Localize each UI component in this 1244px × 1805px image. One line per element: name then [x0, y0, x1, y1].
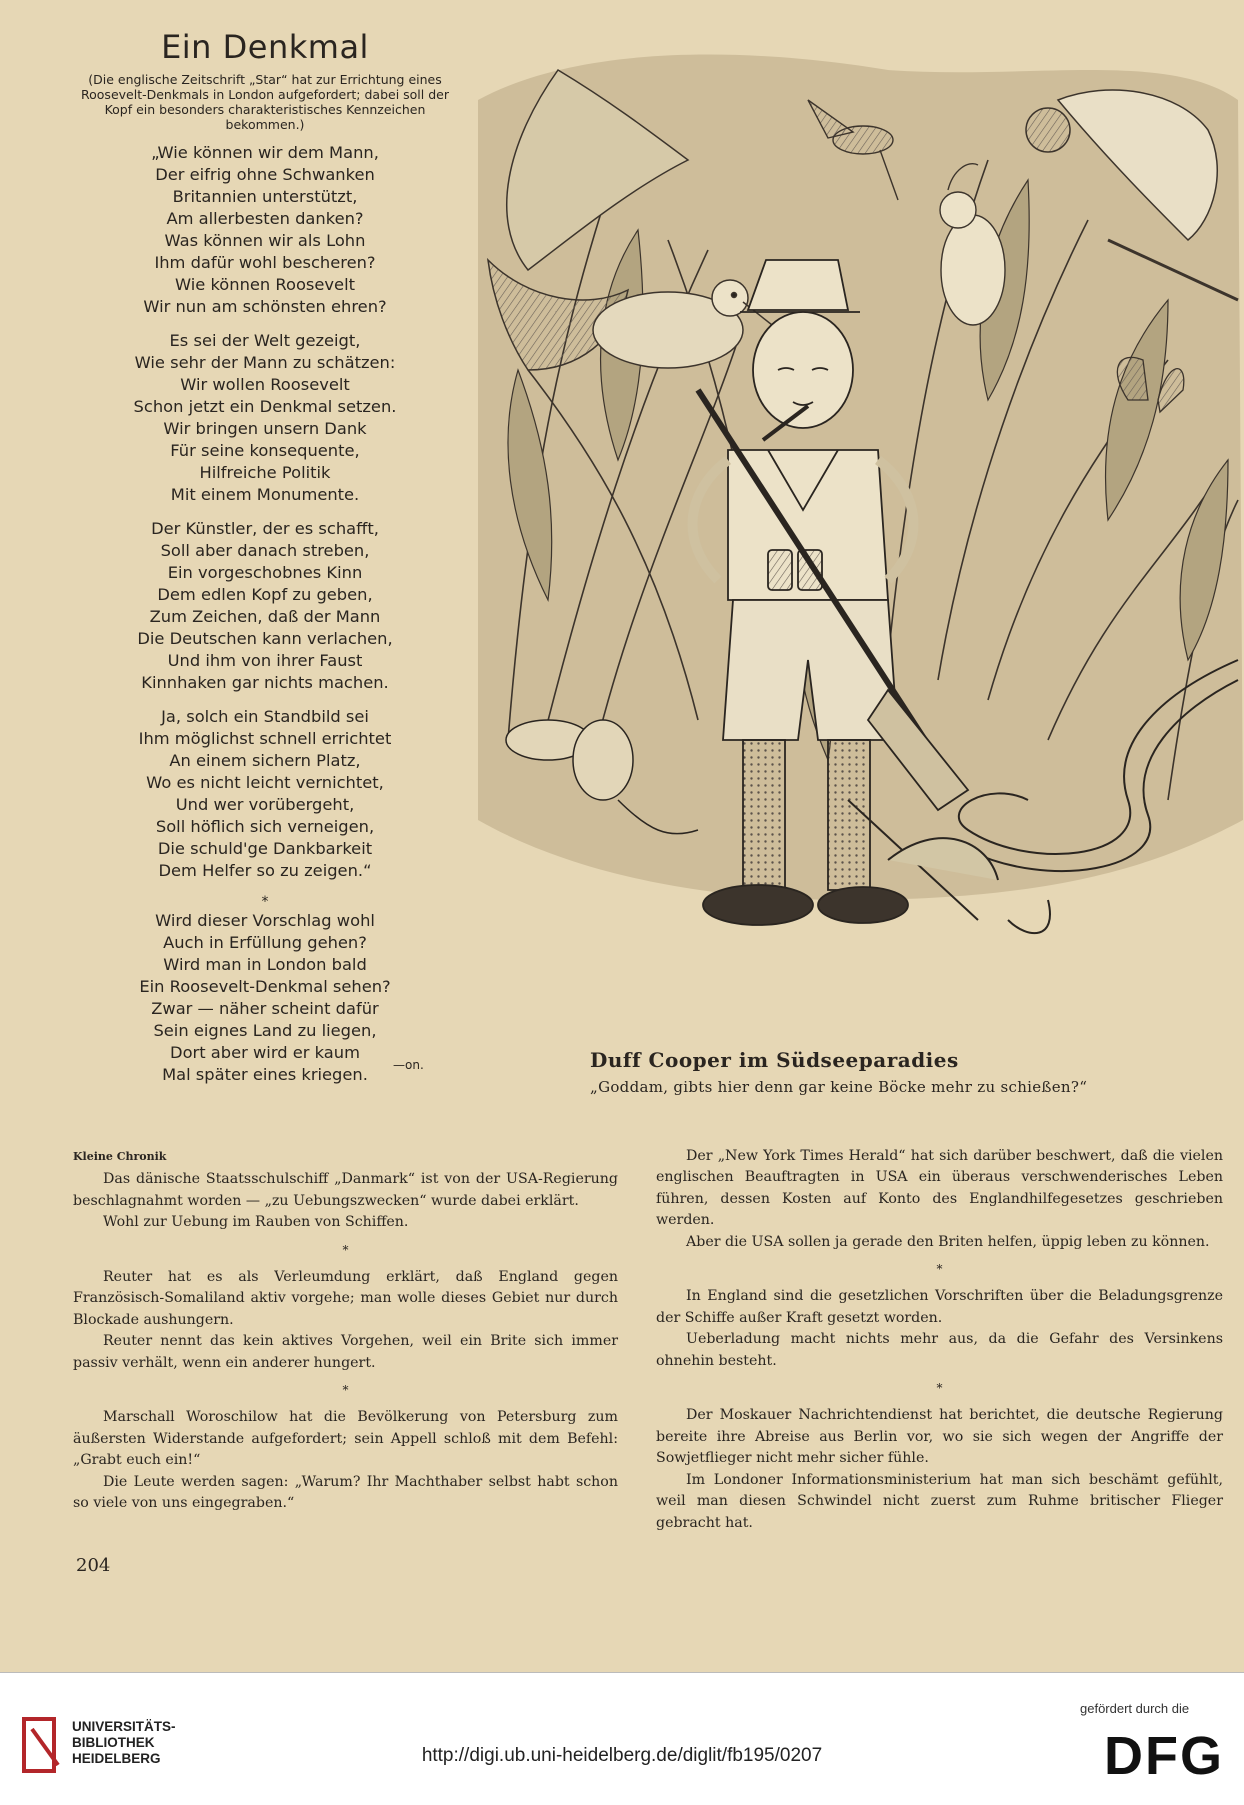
poem-line: Der eifrig ohne Schwanken: [155, 165, 375, 184]
cartoon-illustration: [468, 40, 1244, 1030]
news-column-left: [73, 1146, 618, 1515]
poem-line: Ihm möglichst schnell errichtet: [138, 729, 392, 748]
news-paragraph: Im Londoner Informationsministerium hat man sich beschämt gefühlt, weil man diesen Schwindel nicht zuerst zum Ruhme britischer Flieger gebracht hat.: [656, 1471, 1223, 1531]
poem-line: An einem sichern Platz,: [169, 751, 361, 770]
poem-line: Wir wollen Roosevelt: [180, 375, 350, 394]
poem: [55, 28, 475, 1086]
news-paragraph: Reuter hat es als Verleumdung erklärt, daß England gegen Französisch-Somaliland aktiv vorgehe; man wolle dieses Gebiet nur durch Blockade aushungern.: [73, 1269, 618, 1328]
news-item: [73, 1407, 618, 1514]
poem-line: Die Deutschen kann verlachen,: [137, 629, 393, 648]
item-separator: *: [936, 1262, 943, 1277]
poem-line: Ein vorgeschobnes Kinn: [167, 563, 363, 582]
news-item: [656, 1286, 1223, 1372]
poem-signature: —on.: [393, 1058, 424, 1072]
poem-line: Mit einem Monumente.: [170, 485, 360, 504]
poem-line: Wird man in London bald: [163, 955, 367, 974]
poem-line: Britannien unterstützt,: [172, 187, 358, 206]
news-paragraph: Aber die USA sollen ja gerade den Briten helfen, üppig leben zu können.: [686, 1233, 1210, 1250]
news-item: [656, 1405, 1223, 1533]
poem-line: „Wie können wir dem Mann,: [151, 143, 379, 162]
digitization-footer: [0, 1672, 1244, 1805]
poem-line: Ein Roosevelt-Denkmal sehen?: [139, 977, 391, 996]
poem-line: Dem Helfer so zu zeigen.“: [158, 861, 372, 880]
poem-stanza: [55, 518, 475, 694]
library-line: HEIDELBERG: [72, 1751, 161, 1766]
news-paragraph: Der „New York Times Herald“ hat sich darüber beschwert, daß die vielen englischen Beauftragten in USA ein überaus verschwenderisches Leben führen, dessen Kosten auf Konto des Englandhilfegesetzes geschrieben werden.: [656, 1148, 1223, 1229]
poem-line: Wird dieser Vorschlag wohl: [155, 911, 375, 930]
poem-line: Ihm dafür wohl bescheren?: [154, 253, 376, 272]
poem-line: Für seine konsequente,: [170, 441, 360, 460]
item-separator: *: [342, 1383, 349, 1398]
news-paragraph: Ueberladung macht nichts mehr aus, da die Gefahr des Versinkens ohnehin besteht.: [656, 1331, 1223, 1369]
funding-label: gefördert durch die: [1080, 1701, 1190, 1716]
permalink-url[interactable]: http://digi.ub.uni-heidelberg.de/diglit/fb195/0207: [421, 1745, 823, 1766]
poem-line: Dem edlen Kopf zu geben,: [157, 585, 373, 604]
library-line: UNIVERSITÄTS-: [72, 1719, 176, 1734]
news-item: [656, 1146, 1223, 1253]
caption-title: Duff Cooper im Südseeparadies: [590, 1048, 959, 1072]
illustration-caption: [590, 1048, 1230, 1096]
poem-stanza: [55, 142, 475, 318]
news-paragraph: In England sind die gesetzlichen Vorschriften über die Beladungsgrenze der Schiffe außer Kraft gesetzt worden.: [656, 1288, 1223, 1326]
poem-line: Schon jetzt ein Denkmal setzen.: [133, 397, 397, 416]
news-items-left: [73, 1169, 618, 1514]
item-separator: *: [936, 1381, 943, 1396]
news-paragraph: Die Leute werden sagen: „Warum? Ihr Machthaber selbst habt schon so viele von uns eingegraben.“: [73, 1473, 618, 1512]
poem-stanza: [55, 330, 475, 506]
poem-line: Auch in Erfüllung gehen?: [163, 933, 367, 952]
poem-line: Zum Zeichen, daß der Mann: [149, 607, 381, 626]
news-paragraph: Marschall Woroschilow hat die Bevölkerung von Petersburg zum äußersten Widerstande aufgefordert; sein Appell schloß mit dem Befehl: „Grabt euch ein!“: [73, 1409, 618, 1469]
poem-line: Die schuld'ge Dankbarkeit: [157, 839, 373, 858]
dfg-logo: DFG: [1104, 1726, 1224, 1786]
poem-line: Hilfreiche Politik: [199, 463, 331, 482]
news-paragraph: Der Moskauer Nachrichtendienst hat berichtet, die deutsche Regierung bereite ihre Abreise aus Berlin vor, wo sie sich wegen der Angriffe der Sowjetflieger nicht mehr sicher fühle.: [656, 1407, 1223, 1467]
caption-quote: „Goddam, gibts hier denn gar keine Böcke mehr zu schießen?“: [590, 1078, 1088, 1096]
library-line: BIBLIOTHEK: [72, 1735, 155, 1750]
poem-line: Zwar — näher scheint dafür: [151, 999, 379, 1018]
news-items-right: [656, 1146, 1223, 1534]
item-separator: *: [342, 1242, 349, 1257]
poem-line: Wir nun am schönsten ehren?: [143, 297, 387, 316]
poem-line: Am allerbesten danken?: [166, 209, 364, 228]
poem-line: Dort aber wird er kaum: [170, 1043, 360, 1062]
poem-stanza: [55, 706, 475, 882]
poem-stanzas: [55, 142, 475, 1086]
poem-line: Und wer vorübergeht,: [175, 795, 355, 814]
news-column-right: [656, 1146, 1223, 1534]
poem-line: Soll aber danach streben,: [160, 541, 370, 560]
news-item: [73, 1169, 618, 1233]
page-number: 204: [76, 1555, 111, 1576]
stanza-separator: *: [261, 894, 269, 910]
poem-line: Ja, solch ein Standbild sei: [161, 707, 369, 726]
news-paragraph: Reuter nennt das kein aktives Vorgehen, weil ein Brite sich immer passiv verhält, wenn ein anderer hungert.: [73, 1333, 618, 1371]
poem-line: Wie können Roosevelt: [175, 275, 355, 294]
poem-line: Es sei der Welt gezeigt,: [169, 331, 361, 350]
poem-line: Wie sehr der Mann zu schätzen:: [134, 353, 396, 372]
poem-line: Wo es nicht leicht vernichtet,: [146, 773, 384, 792]
poem-line: Der Künstler, der es schafft,: [151, 519, 379, 538]
section-heading: Kleine Chronik: [73, 1150, 167, 1163]
news-paragraph: Das dänische Staatsschulschiff „Danmark“ ist von der USA-Regierung beschlagnahmt worden — „zu Uebungszwecken“ wurde dabei erklärt.: [73, 1171, 618, 1209]
poem-line: Und ihm von ihrer Faust: [167, 651, 363, 670]
poem-intro: (Die englische Zeitschrift „Star“ hat zur Errichtung eines Roosevelt-Denkmals in London aufgefordert; dabei soll der Kopf ein besonders charakteristisches Kennzeichen bekommen.): [81, 72, 449, 132]
poem-line: Kinnhaken gar nichts machen.: [141, 673, 389, 692]
news-item: [73, 1267, 618, 1374]
poem-line: Was können wir als Lohn: [164, 231, 366, 250]
poem-line: Sein eignes Land zu liegen,: [153, 1021, 377, 1040]
poem-line: Wir bringen unsern Dank: [163, 419, 367, 438]
poem-line: Soll höflich sich verneigen,: [155, 817, 375, 836]
poem-title: Ein Denkmal: [161, 28, 369, 66]
news-paragraph: Wohl zur Uebung im Rauben von Schiffen.: [103, 1214, 409, 1231]
poem-line: Mal später eines kriegen.: [162, 1065, 368, 1084]
